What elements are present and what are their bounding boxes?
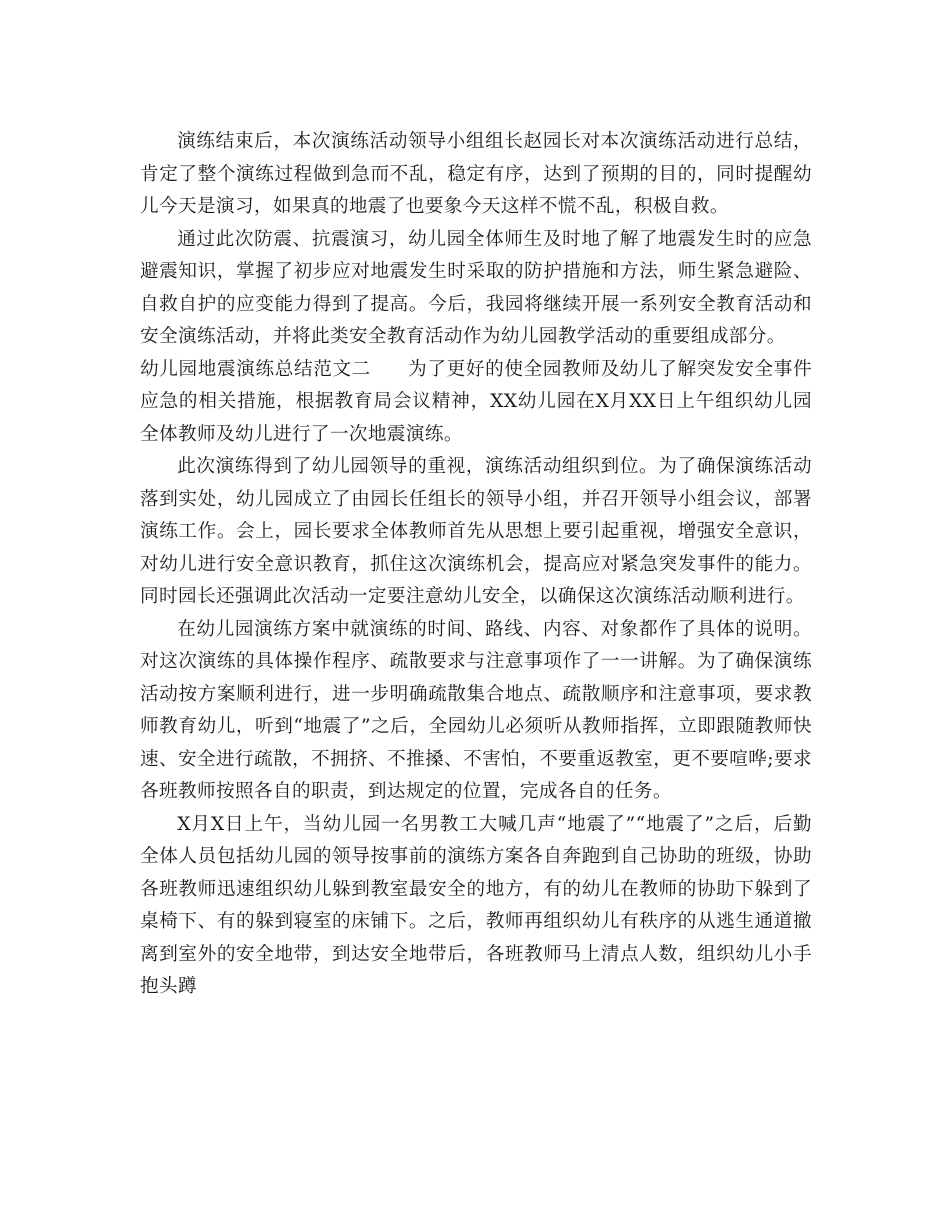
section-intro-text: 为了更好的使全园教师及幼儿了解突发安全事件应急的相关措施，根据教育局会议精神，XX幼儿园在X月XX日上午组织幼儿园全体教师及幼儿进行了一次地震演练。 xyxy=(140,358,812,445)
section-heading: 幼儿园地震演练总结范文二 xyxy=(140,358,371,380)
paragraph-organization: 此次演练得到了幼儿园领导的重视，演练活动组织到位。为了确保演练活动落到实处，幼儿园成立了由园长任组长的领导小组，并召开领导小组会议，部署演练工作。会上，园长要求全体教师首先从思想上要引起重视，增强安全意识，对幼儿进行安全意识教育，抓住这次演练机会，提高应对紧急突发事件的能力。同时园长还强调此次活动一定要注意幼儿安全，以确保这次演练活动顺利进行。 xyxy=(140,456,812,607)
paragraph-drill-process: X月X日上午，当幼儿园一名男教工大喊几声“地震了”“地震了”之后，后勤全体人员包括幼儿园的领导按事前的演练方案各自奔跑到自己协助的班级，协助各班教师迅速组织幼儿躲到教室最安全的地方，有的幼儿在教师的协助下躲到了桌椅下、有的躲到寝室的床铺下。之后，教师再组织幼儿有秩序的从逃生通道撤离到室外的安全地带，到达安全地带后，各班教师马上清点人数，组织幼儿小手抱头蹲 xyxy=(140,813,812,997)
section-two-intro xyxy=(140,354,812,452)
document-body xyxy=(140,126,812,1004)
paragraph-outcome: 通过此次防震、抗震演习，幼儿园全体师生及时地了解了地震发生时的应急避震知识，掌握了初步应对地震发生时采取的防护措施和方法，师生紧急避险、自救自护的应变能力得到了提高。今后，我园将继续开展一系列安全教育活动和安全演练活动，并将此类安全教育活动作为幼儿园教学活动的重要组成部分。 xyxy=(140,228,812,347)
paragraph-plan: 在幼儿园演练方案中就演练的时间、路线、内容、对象都作了具体的说明。对这次演练的具体操作程序、疏散要求与注意事项作了一一讲解。为了确保演练活动按方案顺利进行，进一步明确疏散集合地点、疏散顺序和注意事项，要求教师教育幼儿，听到“地震了”之后，全园幼儿必须听从教师指挥，立即跟随教师快速、安全进行疏散，不拥挤、不推搡、不害怕，不要重返教室，更不要喧哗;要求各班教师按照各自的职责，到达规定的位置，完成各自的任务。 xyxy=(140,618,812,802)
paragraph-summary: 演练结束后，本次演练活动领导小组组长赵园长对本次演练活动进行总结，肯定了整个演练过程做到急而不乱，稳定有序，达到了预期的目的，同时提醒幼儿今天是演习，如果真的地震了也要象今天这样不慌不乱，积极自救。 xyxy=(140,131,812,217)
